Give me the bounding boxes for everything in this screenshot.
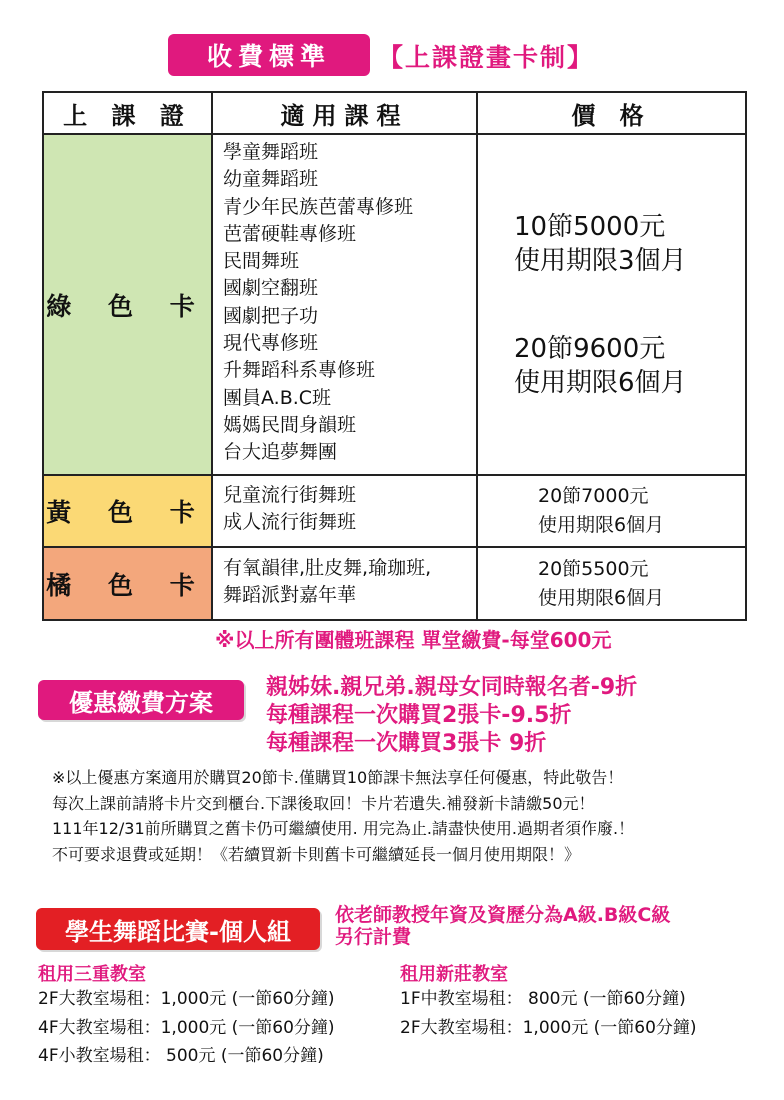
price-line: 使用期限6個月 [514,367,687,398]
note-line: 111年12/31前所購買之舊卡仍可繼續使用. 用完為止.請盡快使用.過期者須作廢.！ [52,819,635,838]
page-subtitle: 【上課證畫卡制】 [378,43,595,72]
course-item: 媽媽民間身韻班 [223,413,357,436]
course-item: 成人流行街舞班 [223,511,357,534]
rental-item: 2F大教室場租：1,000元 (一節60分鐘) [38,989,335,1009]
note-line: ※以上優惠方案適用於購買20節卡.僅購買10節課卡無法享任何優惠，特此敬告！ [52,768,624,787]
header-courses: 適用課程 [212,92,477,134]
course-item: 兒童流行街舞班 [223,484,357,506]
course-item: 芭蕾硬鞋專修班 [223,222,357,245]
discount-item: 每種課程一次購買3張卡 9折 [266,731,547,756]
course-item: 國劇空翻班 [223,277,319,300]
rental-item: 4F小教室場租： 500元 (一節60分鐘) [38,1046,324,1066]
green-card-label: 綠 色 卡 [43,134,212,475]
course-item: 民間舞班 [223,250,300,273]
sanchong-rental-title: 租用三重教室 [38,964,146,985]
course-item: 幼童舞蹈班 [223,168,319,191]
green-card-courses [212,134,477,475]
rental-item: 1F中教室場租： 800元 (一節60分鐘) [400,989,686,1009]
green-card-prices [477,134,746,475]
orange-card-label: 橘 色 卡 [43,547,212,620]
note-line: 不可要求退費或延期！《若續買新卡則舊卡可繼續延長一個月使用期限！》 [52,844,581,864]
yellow-card-courses [212,475,477,547]
price-line: 20節5500元 [538,557,649,580]
competition-note [335,904,755,948]
discount-list [266,674,637,758]
course-item: 升舞蹈科系專修班 [223,359,376,382]
orange-card-prices [477,547,746,620]
discount-title: 優惠繳費方案 [38,680,244,720]
rental-item: 2F大教室場租：1,000元 (一節60分鐘) [400,1017,697,1038]
course-item: 有氧韻律,肚皮舞,瑜珈班, [223,557,432,579]
group-class-note: ※以上所有團體班課程 單堂繳費-每堂600元 [215,628,612,652]
course-item: 國劇把子功 [223,304,319,327]
discount-item: 親姊妹.親兄弟.親母女同時報名者-9折 [266,675,638,700]
table-row [43,475,746,547]
competition-title: 學生舞蹈比賽-個人組 [36,908,320,950]
table-row [43,134,746,475]
price-line: 20節9600元 [514,333,666,364]
table-header-row [43,92,746,134]
course-item: 團員A.B.C班 [223,386,332,409]
rental-item: 4F大教室場租：1,000元 (一節60分鐘) [38,1017,335,1038]
competition-note-line: 依老師教授年資及資歷分為A級.B級C級 [335,904,671,926]
yellow-card-prices [477,475,746,547]
orange-card-courses [212,547,477,620]
price-line: 使用期限6個月 [538,586,665,609]
course-item: 台大追夢舞團 [223,441,338,464]
course-item: 青少年民族芭蕾專修班 [223,195,414,218]
price-line: 10節5000元 [514,211,666,242]
price-line: 使用期限3個月 [514,245,687,276]
table-row [43,547,746,620]
course-item: 學童舞蹈班 [223,141,319,163]
competition-note-line: 另行計費 [335,926,412,948]
notes-block [52,765,634,867]
yellow-card-label: 黃 色 卡 [43,475,212,547]
page-title: 收費標準 [168,34,370,76]
sanchong-rental-list [38,985,335,1071]
fee-table [42,91,747,621]
header-price: 價 格 [477,92,746,134]
course-item: 現代專修班 [223,332,319,355]
price-line: 使用期限6個月 [538,514,665,536]
note-line: 每次上課前請將卡片交到櫃台.下課後取回！卡片若遺失.補發新卡請繳50元！ [52,793,595,813]
header-card: 上 課 證 [43,92,212,134]
price-line: 20節7000元 [538,485,649,507]
xinzhuang-rental-list [400,985,697,1042]
xinzhuang-rental-title: 租用新莊教室 [400,964,508,985]
course-item: 舞蹈派對嘉年華 [223,584,357,607]
discount-item: 每種課程一次購買2張卡-9.5折 [266,703,572,728]
